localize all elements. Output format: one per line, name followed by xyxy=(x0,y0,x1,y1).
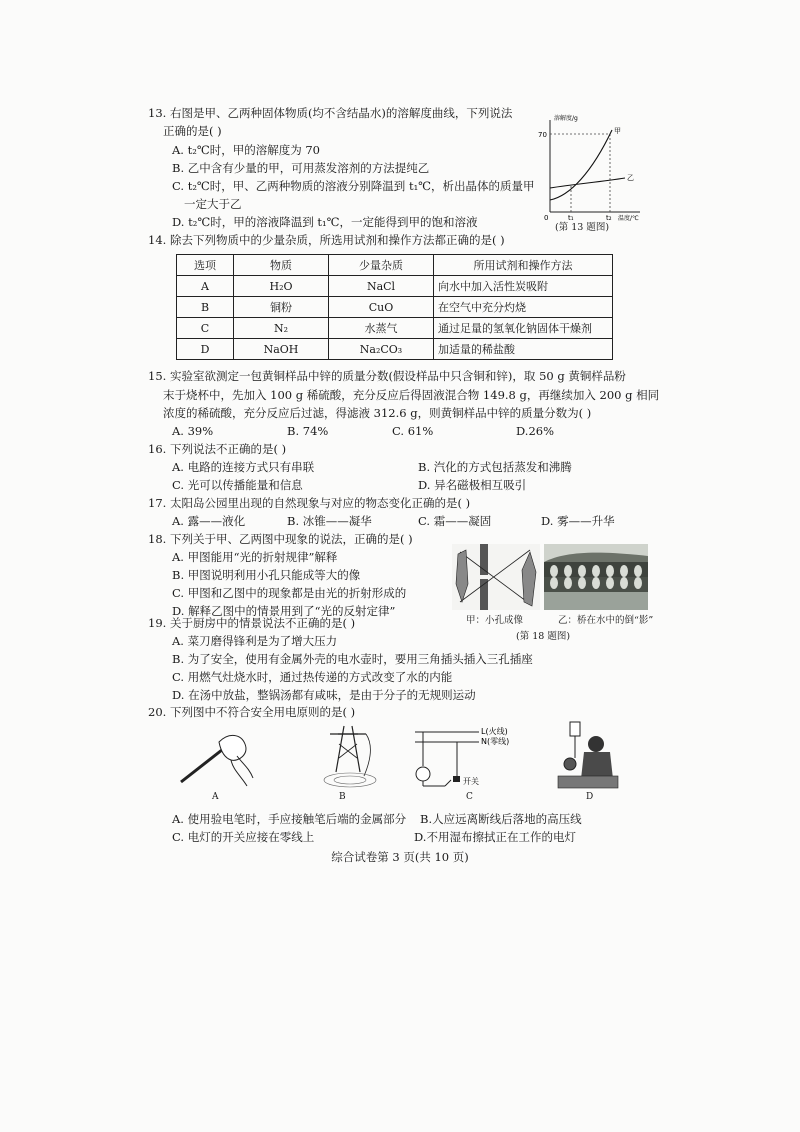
wet-cloth-lamp-figure xyxy=(556,718,622,792)
q16-option-c: C. 光可以传播能量和信息 xyxy=(172,478,303,492)
test-pen-figure xyxy=(175,728,255,790)
q13-option-c-cont: 一定大于乙 xyxy=(184,197,242,211)
q18-caption: (第 18 题图) xyxy=(516,631,571,642)
q18-option-a: A. 甲图能用“光的折射规律”解释 xyxy=(172,550,338,564)
cell: 水蒸气 xyxy=(329,318,434,339)
col-impurity: 少量杂质 xyxy=(329,255,434,276)
curve-jia xyxy=(550,130,612,200)
q19-stem: 19. 关于厨房中的情景说法不正确的是( ) xyxy=(148,616,356,630)
q15-option-c: C. 61% xyxy=(392,424,434,438)
cell: Na₂CO₃ xyxy=(329,339,434,360)
cell: B xyxy=(177,297,234,318)
impurity-table xyxy=(176,254,613,360)
graph-t2: t₂ xyxy=(606,214,612,222)
neutral-wire-label: N(零线) xyxy=(481,737,510,746)
cell: N₂ xyxy=(234,318,329,339)
q16-option-a: A. 电路的连接方式只有串联 xyxy=(172,460,315,474)
lamp-circuit-figure xyxy=(405,722,545,792)
col-substance: 物质 xyxy=(234,255,329,276)
q15-stem-1: 15. 实验室欲测定一包黄铜样品中锌的质量分数(假设样品中只含铜和锌)，取 50 g 黄铜样品粉 xyxy=(148,369,626,383)
cell: 在空气中充分灼烧 xyxy=(434,297,613,318)
graph-jia: 甲 xyxy=(614,127,621,135)
col-method: 所用试剂和操作方法 xyxy=(434,255,613,276)
bridge-reflection-photo xyxy=(544,544,648,610)
col-option: 选项 xyxy=(177,255,234,276)
q18-caption-yi: 乙：桥在水中的倒“影” xyxy=(558,615,654,626)
page-footer: 综合试卷第 3 页(共 10 页) xyxy=(331,850,469,864)
switch-label: 开关 xyxy=(463,777,479,786)
table-row xyxy=(177,318,613,339)
q20-fig-label-c: C xyxy=(466,792,473,802)
q19-option-d: D. 在汤中放盐，整锅汤都有咸味，是由于分子的无规则运动 xyxy=(172,688,476,702)
q20-fig-label-a: A xyxy=(212,792,219,802)
q20-stem: 20. 下列图中不符合安全用电原则的是( ) xyxy=(148,705,356,719)
q16-option-b: B. 汽化的方式包括蒸发和沸腾 xyxy=(418,460,572,474)
q14-stem: 14. 除去下列物质中的少量杂质，所选用试剂和操作方法都正确的是( ) xyxy=(148,233,505,247)
table-row xyxy=(177,297,613,318)
q13-option-d: D. t₂℃时，甲的溶液降温到 t₁℃，一定能得到甲的饱和溶液 xyxy=(172,215,478,229)
q18-stem: 18. 下列关于甲、乙两图中现象的说法，正确的是( ) xyxy=(148,532,413,546)
q19-option-b: B. 为了安全，使用有金属外壳的电水壶时，要用三角插头插入三孔插座 xyxy=(172,652,533,666)
graph-y70: 70 xyxy=(538,131,547,139)
live-wire-label: L(火线) xyxy=(481,727,508,736)
cell: 向水中加入活性炭吸附 xyxy=(434,276,613,297)
q15-stem-2: 末于烧杯中，先加入 100 g 稀硫酸，充分反应后得固液混合物 149.8 g，再继续加入 200 g 相同 xyxy=(163,388,660,402)
q13-stem-1: 13. 右图是甲、乙两种固体物质(均不含结晶水)的溶解度曲线，下列说法 xyxy=(148,106,513,120)
q13-option-a: A. t₂℃时，甲的溶解度为 70 xyxy=(172,143,320,157)
q16-stem: 16. 下列说法不正确的是( ) xyxy=(148,442,287,456)
q17-option-a: A. 露——液化 xyxy=(172,514,246,528)
cell: D xyxy=(177,339,234,360)
cell: 通过足量的氢氧化钠固体干燥剂 xyxy=(434,318,613,339)
solubility-graph xyxy=(530,112,650,224)
q18-caption-jia: 甲：小孔成像 xyxy=(466,615,524,626)
q18-option-b: B. 甲图说明利用小孔只能成等大的像 xyxy=(172,568,361,582)
cell: H₂O xyxy=(234,276,329,297)
cell: C xyxy=(177,318,234,339)
cell: NaCl xyxy=(329,276,434,297)
graph-origin: 0 xyxy=(544,214,549,222)
q15-option-a: A. 39% xyxy=(172,424,214,438)
q15-stem-3: 浓度的稀硫酸，充分反应后过滤，得滤液 312.6 g，则黄铜样品中锌的质量分数为( ) xyxy=(163,406,592,420)
q16-option-d: D. 异名磁极相互吸引 xyxy=(418,478,527,492)
cell: 铜粉 xyxy=(234,297,329,318)
cell: CuO xyxy=(329,297,434,318)
q13-option-c: C. t₂℃时，甲、乙两种物质的溶液分别降温到 t₁℃，析出晶体的质量甲 xyxy=(172,179,535,193)
q13-caption: (第 13 题图) xyxy=(555,222,610,233)
table-row xyxy=(177,339,613,360)
q19-option-c: C. 用燃气灶烧水时，通过热传递的方式改变了水的内能 xyxy=(172,670,453,684)
cell: 加适量的稀盐酸 xyxy=(434,339,613,360)
table-row xyxy=(177,276,613,297)
graph-t1: t₁ xyxy=(568,214,574,222)
q20-fig-label-d: D xyxy=(586,792,594,802)
q20-option-d: D.不用湿布擦拭正在工作的电灯 xyxy=(414,830,576,844)
q13-stem-2: 正确的是( ) xyxy=(163,124,222,138)
curve-yi xyxy=(550,178,625,188)
q18-option-d: D. 解释乙图中的情景用到了“光的反射定律” xyxy=(172,604,396,618)
power-line-tower-figure xyxy=(320,722,380,790)
q20-option-b: B.人应远离断线后落地的高压线 xyxy=(420,812,582,826)
q17-option-d: D. 雾——升华 xyxy=(541,514,615,528)
table-header-row xyxy=(177,255,613,276)
q17-option-b: B. 冰锥——凝华 xyxy=(287,514,372,528)
bulb-icon xyxy=(416,767,430,781)
cell: NaOH xyxy=(234,339,329,360)
pinhole-image-figure xyxy=(452,544,540,610)
q20-fig-label-b: B xyxy=(339,792,346,802)
graph-ylabel: 溶解度/g xyxy=(554,115,578,122)
q20-option-a: A. 使用验电笔时，手应接触笔后端的金属部分 xyxy=(172,812,407,826)
q17-option-c: C. 霜——凝固 xyxy=(418,514,492,528)
q18-option-c: C. 甲图和乙图中的现象都是由光的折射形成的 xyxy=(172,586,407,600)
q17-stem: 17. 太阳岛公园里出现的自然现象与对应的物态变化正确的是( ) xyxy=(148,496,471,510)
graph-yi: 乙 xyxy=(627,174,634,182)
q13-option-b: B. 乙中含有少量的甲，可用蒸发溶剂的方法提纯乙 xyxy=(172,161,430,175)
q19-option-a: A. 菜刀磨得锋利是为了增大压力 xyxy=(172,634,338,648)
q15-option-d: D.26% xyxy=(516,424,555,438)
graph-xlabel: 温度/℃ xyxy=(618,215,639,222)
cell: A xyxy=(177,276,234,297)
q20-option-c: C. 电灯的开关应接在零线上 xyxy=(172,830,315,844)
q15-option-b: B. 74% xyxy=(287,424,329,438)
